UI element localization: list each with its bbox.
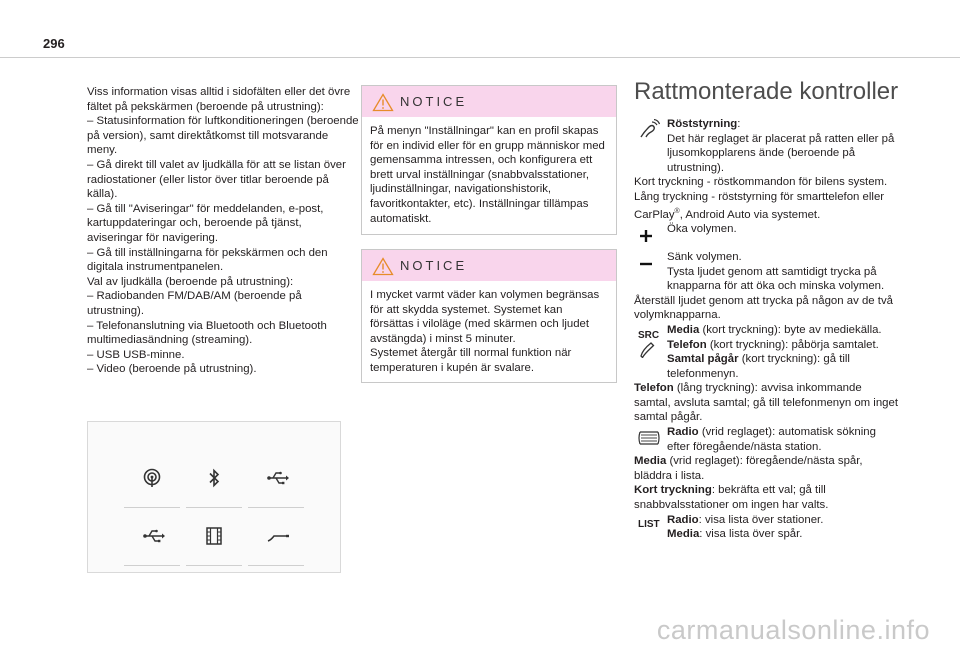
list-bold: Radio [667,513,699,526]
phone-text: (kort tryckning): påbörja samtalet. [706,338,879,351]
src-text: (kort tryckning): byte av mediekälla. [699,323,882,336]
list-text: : visa lista över stationer. [698,513,824,526]
voice-control-icon [638,119,660,139]
paragraph: – Gå till "Aviseringar" för meddelanden, e-post, kartuppdateringar och, beroende på tjänst, aviseringar för navigering. [87,202,324,244]
voice-colon: : [737,118,741,130]
notice-box [361,85,617,235]
notice-text: Systemet återgår till normal funktion när temperaturen i kupén är svalare. [370,347,572,374]
divider [248,507,304,508]
notice-header [362,250,616,281]
divider [186,507,242,508]
paragraph: – Gå till inställningarna för pekskärmen och den digitala instrumentpanelen. [87,246,328,274]
audio-source-illustration [87,421,341,573]
paragraph: Val av ljudkälla (beroende på utrustning): [87,275,294,288]
thumbwheel-bold: Radio [667,426,699,439]
voice-control-item [634,117,900,175]
voice-text: , Android Auto via systemet. [679,208,821,221]
warning-icon [372,93,394,112]
paragraph: Viss information visas alltid i sidofälten eller det övre fältet på pekskärmen (beroende på utrustning): [87,86,351,113]
radio-source [124,456,180,508]
paragraph: – Gå direkt till valet av ljudkälla för att se listan över radiostationer (eller listor över titlar beroende på källa). [87,158,346,201]
phone-bold: Telefon [634,382,674,395]
left-column [87,85,359,377]
phone-icon [638,340,658,358]
phone-text: (lång tryckning): avvisa inkommande samtal, avsluta samtal; gå till telefonmenyn om inget samtal pågår. [634,382,899,424]
thumbwheel-text: (vrid reglaget): automatisk sökning efter föregående/nästa station. [667,426,876,453]
volume-down-text: Sänk volymen. [667,250,742,263]
thumbwheel-bold: Kort tryckning [634,484,712,497]
watermark: carmanualsonline.info [656,615,930,645]
phone-bold: Telefon [667,338,707,351]
paragraph: – Video (beroende på utrustning). [87,363,257,376]
page-number: 296 [43,36,65,51]
list-item [634,513,900,542]
list-text: : visa lista över spår. [699,528,803,541]
warning-icon [372,257,394,276]
video-icon [204,526,224,546]
plus-icon [638,228,654,244]
right-column [634,78,900,542]
notice-title: NOTICE [400,258,468,273]
radio-icon [142,468,162,488]
minus-icon [638,256,654,272]
volume-up-item [634,222,900,245]
bluetooth-source [186,456,242,508]
phone-bold: Samtal pågår [667,353,739,366]
list-bold: Media [667,528,700,541]
paragraph: – Telefonanslutning via Bluetooth och Bluetooth multimediasändning (streaming). [87,319,327,347]
voice-text: Lång tryckning - röststyrning för smarttelefon eller CarPlay [634,190,885,221]
volume-down-item [634,250,900,294]
divider [124,507,180,508]
header-divider [0,57,960,58]
list-symbol: LIST [638,518,660,530]
notice-header [362,86,616,117]
voice-title: Röststyrning [667,118,738,130]
thumbwheel-text: : bekräfta ett val; gå till snabbvalsstationer om ingen har valts. [634,484,829,512]
thumbwheel-icon [638,428,660,448]
paragraph: – USB USB-minne. [87,348,185,361]
divider [124,565,180,566]
paragraph: – Radiobanden FM/DAB/AM (beroende på utrustning). [87,290,302,317]
notice-box [361,249,617,383]
paragraph: – Statusinformation för luftkonditioneringen (beroende på version), samt direktåtkomst till motsvarande meny. [87,115,359,157]
aux-source [248,514,304,566]
aux-icon [266,526,290,546]
video-source [186,514,242,566]
usb-source [124,514,180,566]
volume-up-text: Öka volymen. [667,222,737,235]
usb-icon [266,468,290,488]
divider [186,565,242,566]
src-bold: Media [667,323,700,336]
volume-down-text: Återställ ljudet genom att trycka på någon av de två volymknapparna. [634,294,893,322]
notice-text: I mycket varmt väder kan volymen begränsas för att skydda systemet. Systemet kan försättas i viloläge (med skärmen och ljudet avstängda) i minst 5 minuter. [370,289,600,345]
notice-title: NOTICE [400,94,468,109]
voice-text: Det här reglaget är placerat på ratten eller på ljusomkopplarens ände (beroende på utrustning). [667,132,895,174]
voice-text: Kort tryckning - röstkommandon för bilens system. [634,176,888,189]
volume-down-text: Tysta ljudet genom att samtidigt trycka på knapparna för att öka och minska volymen. [667,265,885,293]
section-heading: Rattmonterade kontroller [634,78,899,105]
usb-icon [142,526,166,546]
src-symbol: SRC [638,329,660,341]
thumbwheel-text: (vrid reglaget): föregående/nästa spår, bläddra i lista. [634,455,863,482]
phone-item [634,338,900,382]
usb-source [248,456,304,508]
thumbwheel-item [634,425,900,454]
divider [248,565,304,566]
notice-text: På menyn "Inställningar" kan en profil skapas för en individ eller för en grupp människor med gemensamma intressen, och konfigurera ett brett urval inställningar (snabbvalsstationer, ljudinställningar, navigationshistorik, favoritkontakter, etc). Inställningar tillämpas automatiskt. [370,125,605,225]
bluetooth-icon [204,468,224,488]
source-item [634,323,900,341]
thumbwheel-bold: Media [634,455,667,468]
registered-mark: ® [674,207,680,215]
phone-text: (kort tryckning): gå till telefonmenyn. [667,353,850,380]
